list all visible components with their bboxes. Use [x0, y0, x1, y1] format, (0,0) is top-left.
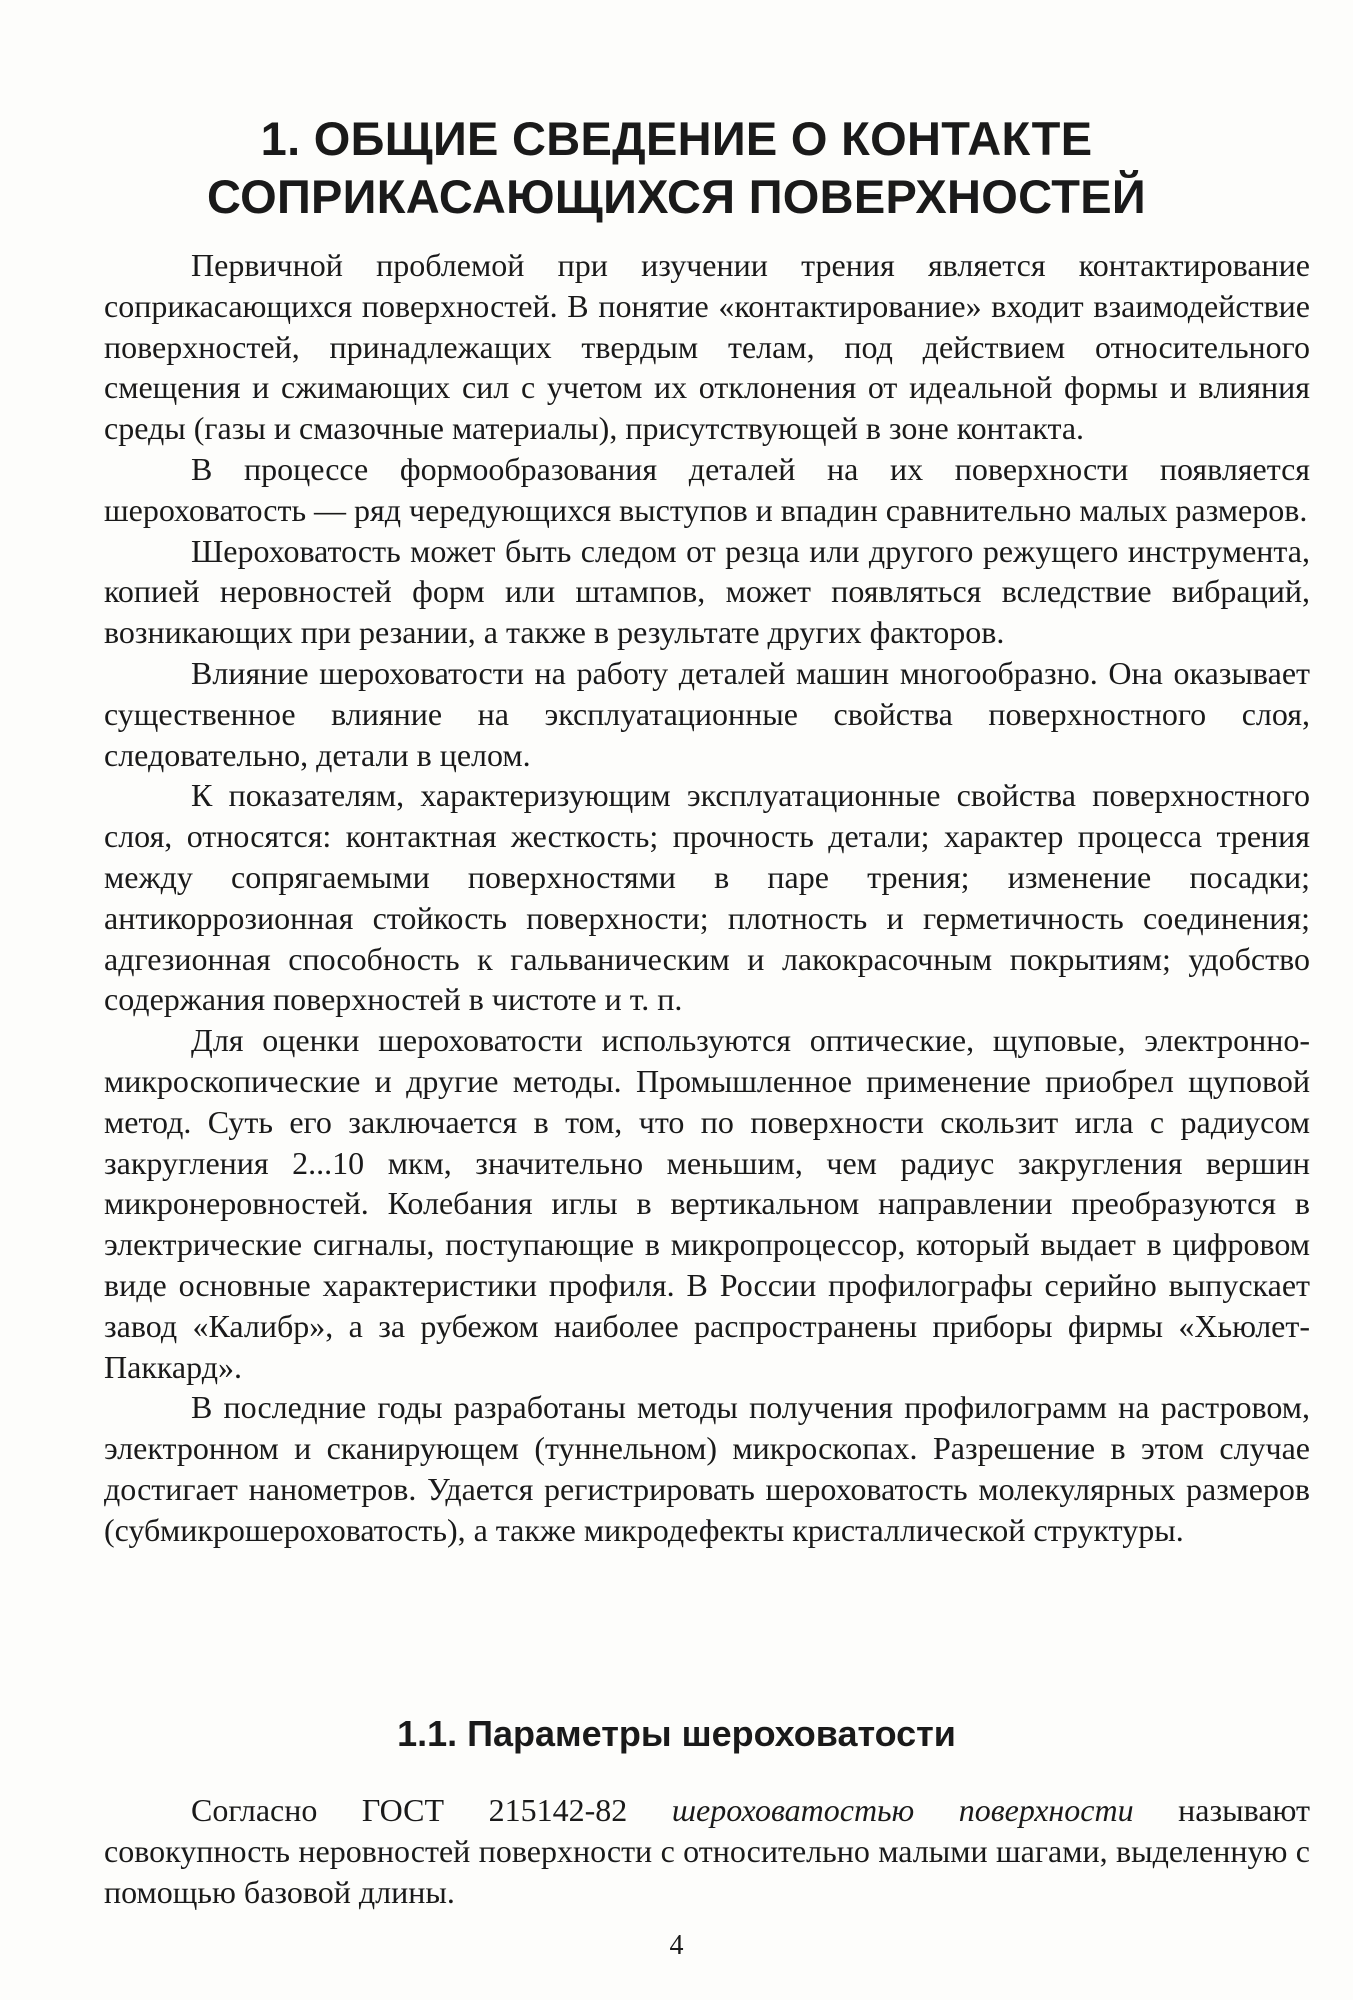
paragraph-7: В последние годы разработаны методы получения профилограмм на растровом, электронном и сканирующем (туннельном) микроскопах. Разрешение в этом случае достигает нанометров. Удается регистрировать шероховатость молекулярных размеров (субмикрошероховатость), а также микродефекты кристаллической структуры.: [104, 1389, 1310, 1548]
chapter-title-line-1: 1. ОБЩИЕ СВЕДЕНИЕ О КОНТАКТЕ: [260, 112, 1093, 165]
paragraph-1: Первичной проблемой при изучении трения является контактирование соприкасающихся поверхностей. В понятие «контактирование» входит взаимодействие поверхностей, принадлежащих твердым телам, под действием относительного смещения и сжимающих сил с учетом их отклонения от идеальной формы и влияния среды (газы и смазочные материалы), присутствующей в зоне контакта.: [104, 247, 1310, 447]
chapter-title: [0, 110, 1353, 226]
page-number: 4: [669, 1930, 684, 1961]
paragraph-4: Влияние шероховатости на работу деталей машин многообразно. Она оказывает существенное влияние на эксплуатационные свойства поверхностного слоя, следовательно, детали в целом.: [104, 654, 1310, 773]
section-body: [104, 1790, 1310, 1912]
section-paragraph-emphasis: шероховатостью поверхности: [671, 1792, 1134, 1828]
chapter-title-line-2: СОПРИКАСАЮЩИХСЯ ПОВЕРХНОСТЕЙ: [207, 170, 1146, 223]
chapter-body: [104, 245, 1310, 1551]
paragraph-3: Шероховатость может быть следом от резца или другого режущего инструмента, копией неровностей форм или штампов, может появляться вследствие вибраций, возникающих при резании, а также в результате других факторов.: [104, 532, 1310, 651]
section-paragraph-end: называют совокупность неровностей поверхности с относительно малыми шагами, выделенную с помощью базовой длины.: [104, 1792, 1310, 1910]
section-paragraph: [104, 1790, 1310, 1912]
paragraph-5: К показателям, характеризующим эксплуатационные свойства поверхностного слоя, относятся: контактная жесткость; прочность детали; характер процесса трения между сопрягаемыми поверхностями в паре трения; изменение посадки; антикоррозионная стойкость поверхности; плотность и герметичность соединения; адгезионная способность к гальваническим и лакокрасочным покрытиям; удобство содержания поверхностей в чистоте и т. п.: [104, 777, 1310, 1018]
section-title: 1.1. Параметры шероховатости: [397, 1713, 956, 1754]
paragraph-6: Для оценки шероховатости используются оптические, щуповые, электронно-микроскопические и другие методы. Промышленное применение приобрел щуповой метод. Суть его заключается в том, что по поверхности скользит игла с радиусом закругления 2...10 мкм, значительно меньшим, чем радиус закругления вершин микронеровностей. Колебания иглы в вертикальном направлении преобразуются в электрические сигналы, поступающие в микропроцессор, который выдает в цифровом виде основные характеристики профиля. В России профилографы серийно выпускает завод «Калибр», а за рубежом наиболее распространены приборы фирмы «Хьюлет-Паккард».: [104, 1022, 1310, 1385]
section-paragraph-start: Согласно ГОСТ 215142-82: [191, 1792, 672, 1828]
paragraph-2: В процессе формообразования деталей на их поверхности появляется шероховатость — ряд чередующихся выступов и впадин сравнительно малых размеров.: [104, 450, 1310, 528]
